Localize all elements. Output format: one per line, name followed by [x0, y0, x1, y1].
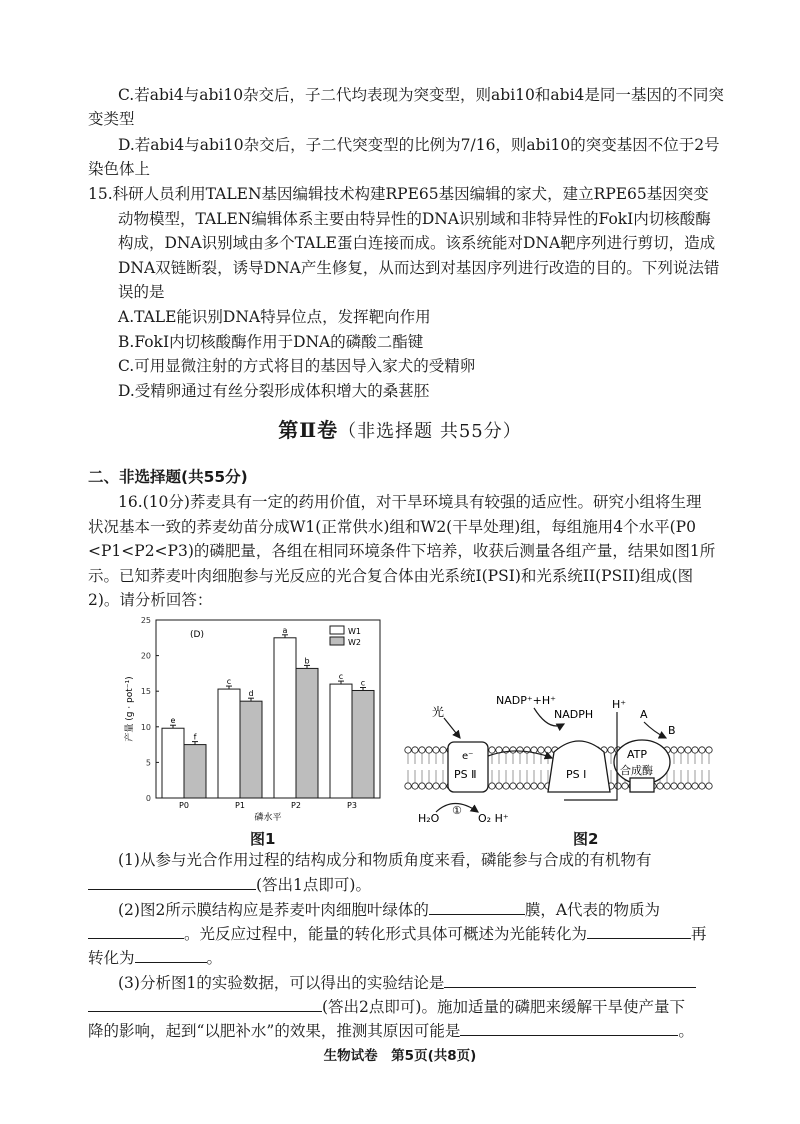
- significance-letter: c: [338, 672, 344, 682]
- q16-part3-line1: [118, 973, 696, 993]
- lipid-head-lower: [503, 783, 509, 789]
- answer-blank-1[interactable]: [88, 875, 256, 890]
- significance-letter: a: [282, 625, 288, 635]
- legend-label-W1: W1: [348, 627, 361, 636]
- lipid-head-lower: [517, 783, 523, 789]
- bar-W2-P2: [296, 668, 318, 798]
- y-tick-label: 0: [145, 794, 151, 803]
- lipid-head-lower: [405, 783, 411, 789]
- lipid-head-upper: [545, 747, 551, 753]
- h2o-label: H₂O: [418, 812, 440, 824]
- light-arrow: [444, 718, 460, 738]
- page-footer: 生物试卷 第5页(共8页): [323, 1048, 477, 1064]
- lipid-head-lower: [426, 783, 432, 789]
- lipid-head-lower: [510, 783, 516, 789]
- electron-label: e⁻: [462, 751, 474, 762]
- q16-part2-text-b: 膜，A代表的物质为: [524, 901, 661, 919]
- lipid-head-lower: [657, 783, 663, 789]
- lipid-head-upper: [426, 747, 432, 753]
- lipid-head-upper: [706, 747, 712, 753]
- answer-blank-8[interactable]: [460, 1021, 678, 1036]
- lipid-head-lower: [678, 783, 684, 789]
- atp-synthase-stalk: [630, 778, 654, 792]
- answer-blank-4[interactable]: [587, 924, 691, 939]
- x-tick-label: P3: [347, 801, 357, 810]
- ps1-label: PS Ⅰ: [566, 768, 587, 781]
- lipid-head-upper: [538, 747, 544, 753]
- figure2-caption: 图2: [573, 830, 599, 848]
- legend-swatch-W1: [330, 626, 344, 634]
- lipid-head-upper: [678, 747, 684, 753]
- q16-part2-text-e: 转化为: [88, 949, 135, 967]
- significance-letter: c: [360, 678, 366, 688]
- nadph-label: NADPH: [554, 708, 594, 721]
- q15-stem-line4: DNA双链断裂，诱导DNA产生修复，从而达到对基因序列进行改造的目的。下列说法错: [118, 259, 720, 277]
- lipid-head-lower: [706, 783, 712, 789]
- q15-stem-line2: 动物模型，TALEN编辑体系主要由特异性的DNA识别域和非特异性的FokI内切核酸酶: [118, 210, 711, 228]
- nadp-label: NADP⁺+H⁺: [496, 694, 556, 707]
- significance-letter: c: [226, 677, 232, 687]
- lipid-head-lower: [671, 783, 677, 789]
- q16-part2-text-d: 再: [691, 925, 707, 943]
- y-tick-label: 20: [140, 651, 151, 661]
- q16-stem-line4: 示。已知荞麦叶肉细胞参与光反应的光合复合体由光系统I(PSI)和光系统II(PSII)组成(图: [88, 567, 694, 585]
- q15-stem-line5: 误的是: [118, 283, 165, 301]
- circle-1-label: ①: [452, 804, 462, 817]
- ps2-label: PS Ⅱ: [454, 768, 477, 781]
- q16-part3-line2: [88, 997, 685, 1017]
- bar-W1-P2: [274, 638, 296, 798]
- figure1-bar-chart: [118, 612, 386, 824]
- atp-synthase-label: 合成酶: [620, 764, 653, 777]
- ps2-complex: [448, 742, 488, 792]
- significance-letter: b: [304, 656, 310, 666]
- lipid-head-lower: [440, 783, 446, 789]
- q16-part2-line3: [88, 948, 222, 968]
- significance-letter: f: [193, 732, 197, 742]
- answer-blank-7[interactable]: [88, 997, 322, 1012]
- lipid-head-lower: [685, 783, 691, 789]
- significance-letter: e: [170, 716, 176, 726]
- lipid-head-lower: [692, 783, 698, 789]
- lipid-head-upper: [671, 747, 677, 753]
- lipid-head-upper: [419, 747, 425, 753]
- label-b: B: [668, 724, 676, 737]
- q16-part1-suffix: (答出1点即可)。: [256, 876, 371, 894]
- q16-part1-line2: [88, 875, 371, 895]
- figure1-caption: 图1: [250, 830, 276, 848]
- lipid-head-lower: [622, 783, 628, 789]
- lipid-head-upper: [517, 747, 523, 753]
- y-axis-label: 产量 (g · pot⁻¹): [125, 676, 135, 742]
- q16-part2-line1: [118, 900, 660, 920]
- q15-option-c: C.可用显微注射的方式将目的基因导入家犬的受精卵: [118, 357, 476, 375]
- q15-option-b: B.FokI内切核酸酶作用于DNA的磷酸二酯键: [118, 333, 424, 351]
- lipid-head-lower: [524, 783, 530, 789]
- lipid-head-upper: [685, 747, 691, 753]
- q16-part3-line3: [88, 1021, 694, 1041]
- q15-stem-line1: 15.科研人员利用TALEN基因编辑技术构建RPE65基因编辑的家犬，建立RPE65基因突变: [88, 185, 709, 203]
- lipid-head-lower: [531, 783, 537, 789]
- q15-option-d: D.受精卵通过有丝分裂形成体积增大的桑葚胚: [118, 382, 430, 400]
- q16-stem-line1: 16.(10分)荞麦具有一定的药用价值，对干旱环境具有较强的适应性。研究小组将生理: [118, 493, 702, 511]
- q14-option-d-line1: D.若abi4与abi10杂交后，子二代突变型的比例为7/16，则abi10的突变基因不位于2号: [118, 136, 720, 154]
- bar-W2-P1: [240, 701, 262, 798]
- x-tick-label: P0: [179, 801, 189, 810]
- significance-letter: d: [248, 689, 254, 699]
- q16-part2-text-c: 。光反应过程中，能量的转化形式具体可概述为光能转化为: [184, 925, 588, 943]
- y-tick-label: 10: [140, 722, 151, 732]
- q14-option-c-line2: 变类型: [88, 110, 135, 128]
- legend-swatch-W2: [330, 637, 344, 645]
- q15-stem-line3: 构成，DNA识别域由多个TALE蛋白连接而成。该系统能对DNA靶序列进行剪切，造成: [118, 234, 716, 252]
- q16-stem-line5: 2)。请分析回答：: [88, 591, 213, 609]
- lipid-head-upper: [692, 747, 698, 753]
- lipid-head-lower: [496, 783, 502, 789]
- q15-option-a: A.TALE能识别DNA特异位点，发挥靶向作用: [118, 308, 431, 326]
- answer-blank-2[interactable]: [429, 900, 525, 915]
- x-axis-label: 磷水平: [254, 813, 282, 823]
- label-a: A: [640, 708, 648, 721]
- lipid-head-lower: [538, 783, 544, 789]
- lipid-head-lower: [615, 783, 621, 789]
- lipid-head-upper: [412, 747, 418, 753]
- answer-blank-5[interactable]: [135, 948, 207, 963]
- panel-label: (D): [190, 630, 204, 640]
- lipid-head-lower: [699, 783, 705, 789]
- q16-stem-line3: <P1<P2<P3)的磷肥量，各组在相同环境条件下培养，收获后测量各组产量，结果如图1所: [88, 542, 716, 560]
- q16-part1-line1: (1)从参与光合作用过程的结构成分和物质角度来看，磷能参与合成的有机物有: [118, 851, 652, 869]
- ps1-complex: [548, 741, 610, 792]
- lipid-head-lower: [419, 783, 425, 789]
- atp-label: ATP: [627, 748, 648, 761]
- lipid-head-upper: [608, 747, 614, 753]
- q16-part3-text-b: (答出2点即可)。施加适量的磷肥来缓解干旱使产量下: [322, 998, 685, 1016]
- lipid-head-upper: [489, 747, 495, 753]
- bar-W2-P3: [352, 690, 374, 798]
- light-label: 光: [432, 705, 445, 719]
- q16-part3-text-d: 。: [678, 1022, 694, 1040]
- q16-part3-text-c: 降的影响，起到“以肥补水”的效果，推测其原因可能是: [88, 1022, 461, 1040]
- x-tick-label: P1: [235, 801, 245, 810]
- bar-W1-P1: [218, 689, 240, 798]
- y-tick-label: 5: [145, 758, 151, 768]
- q14-option-c-line1: C.若abi4与abi10杂交后，子二代均表现为突变型，则abi10和abi4是同一基因的不同突: [118, 86, 724, 104]
- lipid-head-lower: [489, 783, 495, 789]
- y-tick-label: 25: [140, 616, 151, 625]
- bar-W1-P0: [162, 728, 184, 798]
- answer-blank-3[interactable]: [88, 924, 184, 939]
- legend-label-W2: W2: [348, 638, 361, 647]
- q16-part2-line2: [88, 924, 707, 944]
- section-heading: 二、非选择题(共55分): [88, 468, 248, 486]
- a-to-b-arrow: [644, 722, 666, 738]
- answer-blank-6[interactable]: [444, 973, 696, 988]
- lipid-head-lower: [433, 783, 439, 789]
- lipid-head-upper: [405, 747, 411, 753]
- section-title-main: 第Ⅱ卷: [278, 418, 339, 442]
- q16-part2-text-a: (2)图2所示膜结构应是荞麦叶肉细胞叶绿体的: [118, 901, 429, 919]
- q16-part2-text-f: 。: [206, 949, 223, 967]
- h-plus-top-label: H⁺: [612, 698, 627, 711]
- lipid-head-upper: [440, 747, 446, 753]
- lipid-head-lower: [412, 783, 418, 789]
- o2-h-label: O₂ H⁺: [478, 812, 509, 824]
- q14-option-d-line2: 染色体上: [88, 160, 151, 178]
- bar-W2-P0: [184, 745, 206, 798]
- lipid-head-upper: [510, 747, 516, 753]
- q16-stem-line2: 状况基本一致的荞麦幼苗分成W1(正常供水)组和W2(干旱处理)组，每组施用4个水平(P0: [88, 518, 696, 536]
- q16-part3-text-a: (3)分析图1的实验数据，可以得出的实验结论是: [118, 974, 445, 992]
- y-tick-label: 15: [140, 687, 151, 697]
- x-tick-label: P2: [291, 801, 301, 810]
- lipid-head-upper: [433, 747, 439, 753]
- section-title: [0, 414, 800, 443]
- figure2-membrane-diagram: [404, 690, 720, 824]
- lipid-head-lower: [664, 783, 670, 789]
- section-title-sub: （非选择题 共55分）: [338, 421, 522, 442]
- bar-W1-P3: [330, 684, 352, 798]
- lipid-head-upper: [699, 747, 705, 753]
